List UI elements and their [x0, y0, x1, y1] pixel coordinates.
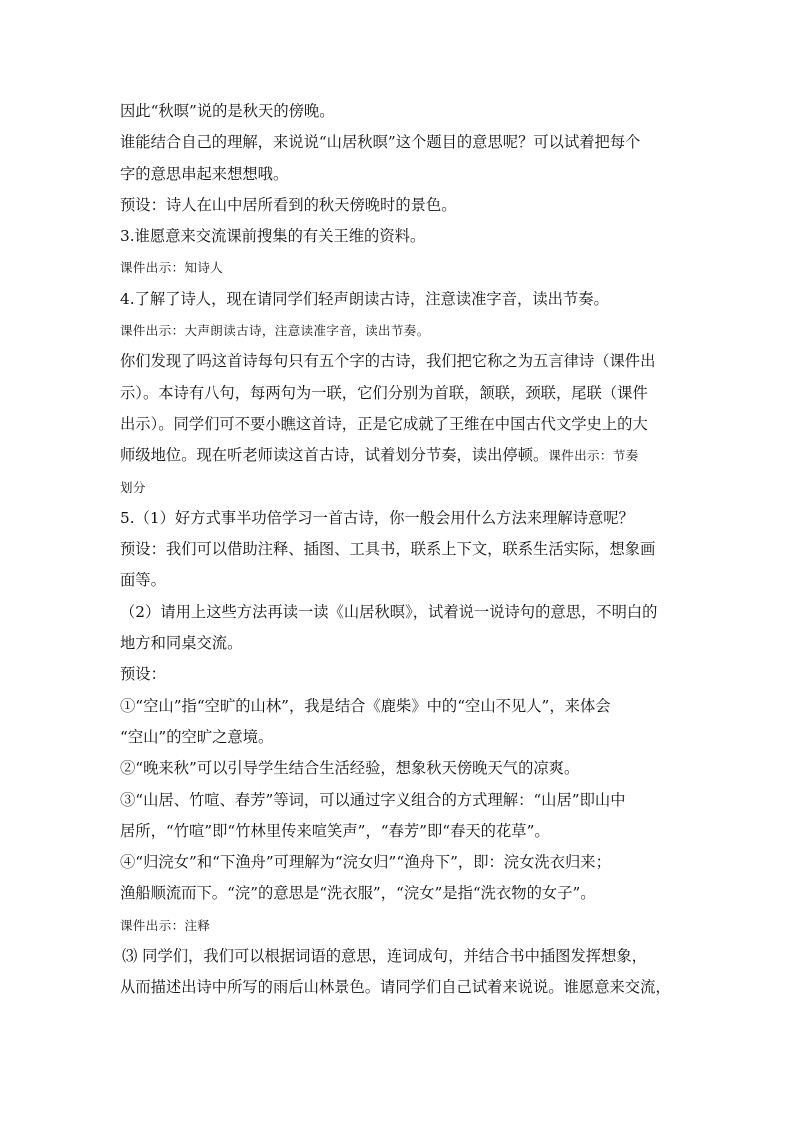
text-line: 预设： — [120, 665, 166, 684]
courseware-note: 课件出示：知诗人 — [120, 260, 224, 276]
text-line: 因此“秋暝”说的是秋天的傍晚。 — [120, 102, 335, 120]
courseware-note-inline: 课件出示：节奏 — [548, 448, 639, 464]
text-line: ①“空山”指“空旷的山林”，我是结合《鹿柴》中的“空山不见人”，来体会 — [120, 696, 611, 715]
text-line: 居所，“竹喧”即“竹林里传来喧笑声”，“春芳”即“春天的花草”。 — [120, 821, 550, 840]
text-line: 4.了解了诗人，现在请同学们轻声朗读古诗，注意读准字音，读出节奏。 — [120, 289, 609, 308]
text-line: （2）请用上这些方法再读一读《山居秋暝》，试着说一说诗句的意思，不明白的 — [120, 602, 658, 621]
text-line: 从而描述出诗中所写的雨后山林景色。请同学们自己试着来说说。谁愿意来交流， — [120, 978, 671, 997]
text-line: 字的意思串起来想想哦。 — [120, 164, 289, 183]
text-line: 面等。 — [120, 571, 166, 590]
courseware-note: 课件出示：大声朗读古诗，注意读准字音，读出节奏。 — [120, 323, 430, 339]
text-line: “空山”的空旷之意境。 — [120, 727, 274, 746]
courseware-note: 课件出示：注释 — [120, 917, 211, 933]
text-line-with-note — [120, 440, 680, 471]
document-body — [120, 96, 680, 1004]
text-line: ④“归浣女”和“下渔舟”可理解为“浣女归”“渔舟下”，即：浣女洗衣归来； — [120, 853, 611, 872]
text-segment: 师级地位。现在听老师读这首古诗，试着划分节奏，读出停顿。 — [120, 446, 549, 465]
text-line: 预设：诗人在山中居所看到的秋天傍晚时的景色。 — [120, 195, 457, 214]
text-line: 你们发现了吗这首诗每句只有五个字的古诗，我们把它称之为五言律诗（课件出 — [120, 352, 656, 371]
text-line: 示）。本诗有八句，每两句为一联，它们分别为首联，颔联，颈联，尾联（课件 — [120, 383, 648, 402]
text-line: 谁能结合自己的理解，来说说“山居秋暝”这个题目的意思呢？可以试着把每个 — [120, 133, 641, 152]
text-line: ⑶ 同学们，我们可以根据词语的意思，连词成句，并结合书中插图发挥想象， — [122, 947, 647, 966]
text-line: ③“山居、竹喧、春芳”等词，可以通过字义组合的方式理解：“山居”即山中 — [120, 790, 626, 809]
text-line: 地方和同桌交流。 — [120, 634, 243, 653]
text-line: 预设：我们可以借助注释、插图、工具书，联系上下文，联系生活实际，想象画 — [120, 540, 656, 559]
courseware-note: 划分 — [120, 479, 146, 495]
text-line: 渔船顺流而下。“浣”的意思是“洗衣服”，“浣女”是指“洗衣物的女子”。 — [120, 884, 596, 903]
text-line: 出示）。同学们可不要小瞧这首诗，正是它成就了王维在中国古代文学史上的大 — [120, 414, 648, 433]
text-line: 3.谁愿意来交流课前搜集的有关王维的资料。 — [120, 227, 426, 246]
text-line: 5.（1）好方式事半功倍学习一首古诗，你一般会用什么方法来理解诗意呢？ — [120, 508, 634, 527]
text-line: ②“晚来秋”可以引导学生结合生活经验，想象秋天傍晚天气的凉爽。 — [120, 759, 580, 778]
